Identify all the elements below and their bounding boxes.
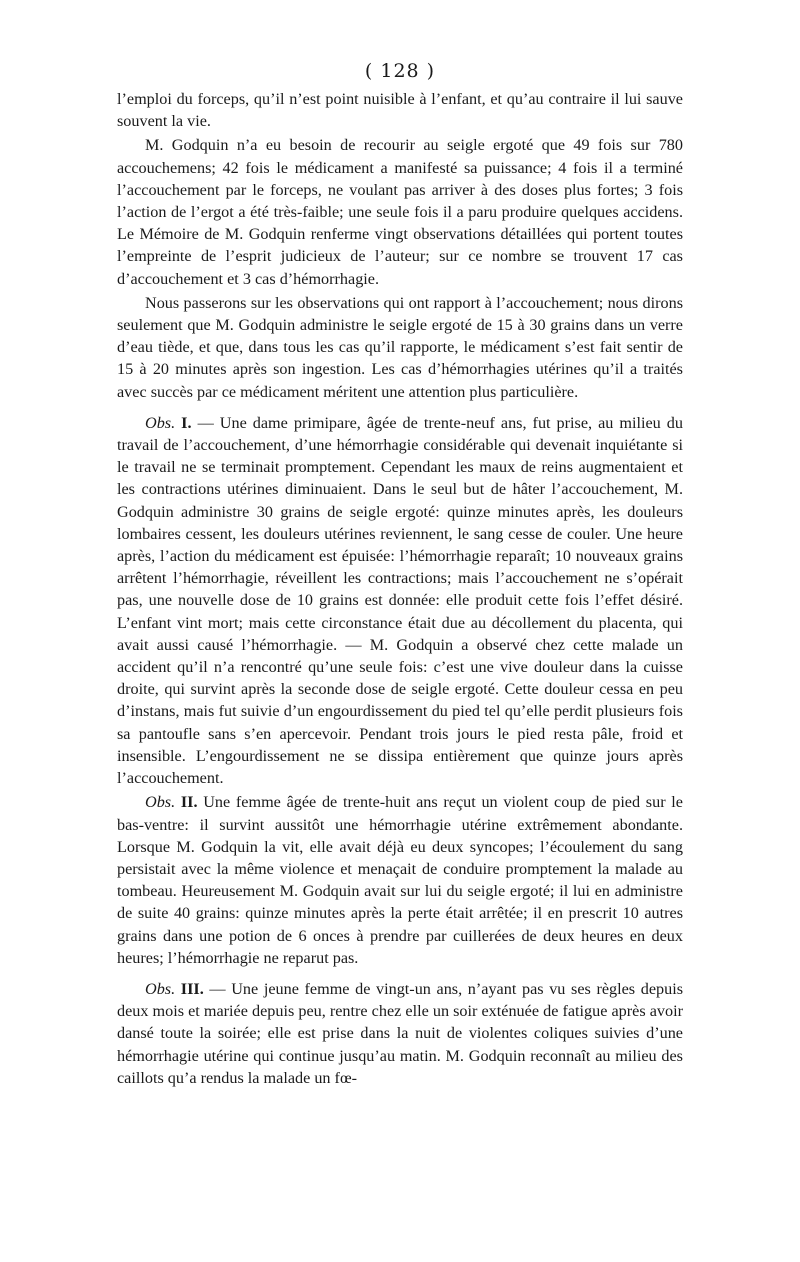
observation-2-label: Obs. <box>145 793 176 812</box>
paragraph-continuation: l’emploi du forceps, qu’il n’est point nuisible à l’enfant, et qu’au contraire il lui sauve souvent la vie. <box>117 90 683 131</box>
observation-3-text: — Une jeune femme de vingt-un ans, n’ayant pas vu ses règles depuis deux mois et mariée depuis peu, rentre chez elle un soir exténuée de fatigue après avoir dansé toute la soirée; elle est prise dans la nuit de violentes coliques suivies d’une hémorrhagie utérine qui continue jusqu’au matin. M. Godquin reconnaît au milieu des caillots qu’a rendus la malade un fœ- <box>117 979 684 1087</box>
observation-1-number: I. <box>181 413 192 432</box>
observation-2-number: II. <box>180 793 198 812</box>
body-text <box>117 88 683 1098</box>
observation-2 <box>117 791 683 969</box>
observation-1-text: — Une dame primipare, âgée de trente-neuf ans, fut prise, au milieu du travail de l’accouchement, d’une hémorrhagie considérable qui devenait inquiétante si le travail ne se terminait promptement. Cependant les maux de reins augmentaient et les contractions utérines diminuaient. Dans le seul but de hâter l’accouchement, M. Godquin administre 30 grains de seigle ergoté: quinze minutes après, les douleurs lombaires cessent, les douleurs utérines reviennent, le sang cesse de couler. Une heure après, l’action du médicament est épuisée: l’hémorrhagie reparaît; 10 nouveaux grains arrêtent l’hémorrhagie, réveillent les contractions; mais l’accouchement ne s’opérait pas, une nouvelle dose de 10 grains est donnée: elle produit cette fois l’effet désiré. L’enfant vint mort; mais cette circonstance était due au décollement du placenta, qui avait aussi causé l’hémorrhagie. — M. Godquin a observé chez cette malade un accident qu’il n’a rencontré qu’une seule fois: c’est une vive douleur dans la cuisse droite, qui survint après la seconde dose de seigle ergoté. Cette douleur cessa en peu d’instans, mais fut suivie d’un engourdissement du pied tel qu’elle perdit plusieurs fois sa pantoufle sans s’en apercevoir. Pendant trois jours le pied resta pâle, froid et insensible. L’engourdissement ne se dissipa entièrement que quinze jours après l’accouchement. <box>117 413 683 788</box>
observation-3-label: Obs. <box>145 979 176 998</box>
observation-3 <box>117 978 683 1089</box>
paragraph-statistics: M. Godquin n’a eu besoin de recourir au seigle ergoté que 49 fois sur 780 accouchemens; 42 fois le médicament a manifesté sa puissance; 4 fois il a terminé l’accouchement par le forceps, ne voulant pas arriver à des doses plus fortes; 3 fois l’action de l’ergot a été très-faible; une seule fois il a paru produire quelques accidens. Le Mémoire de M. Godquin renferme vingt observations détaillées qui portent toutes l’empreinte de l’esprit judicieux de l’auteur; sur ce nombre se trouvent 17 cas d’accouchement et 3 cas d’hémorrhagie. <box>117 136 683 288</box>
paragraph-hemorrhage-intro: Nous passerons sur les observations qui ont rapport à l’accouchement; nous dirons seulement que M. Godquin administre le seigle ergoté de 15 à 30 grains dans un verre d’eau tiède, et que, dans tous les cas qu’il rapporte, le médicament s’est fait sentir de 15 à 20 minutes après son ingestion. Les cas d’hémorrhagies utérines qu’il a traités avec succès par ce médicament méritent une attention plus particulière. <box>117 293 683 401</box>
observation-1 <box>117 412 683 789</box>
observation-2-text: Une femme âgée de trente-huit ans reçut un violent coup de pied sur le bas-ventre: il survint aussitôt une hémorrhagie utérine extrêmement abondante. Lorsque M. Godquin la vit, elle avait déjà eu deux syncopes; l’écoulement du sang persistait avec la même violence et menaçait de conduire promptement la malade au tombeau. Heureusement M. Godquin avait sur lui du seigle ergoté; il lui en administre de suite 40 grains: quinze minutes après la perte était arrêtée; il en prescrit 10 autres grains dans une potion de 6 onces à prendre par cuillerées de deux heures en deux heures; l’hémorrhagie ne reparut pas. <box>117 793 683 967</box>
observation-1-label: Obs. <box>145 413 176 432</box>
observation-3-number: III. <box>180 979 204 998</box>
page-number: ( 128 ) <box>364 60 436 82</box>
